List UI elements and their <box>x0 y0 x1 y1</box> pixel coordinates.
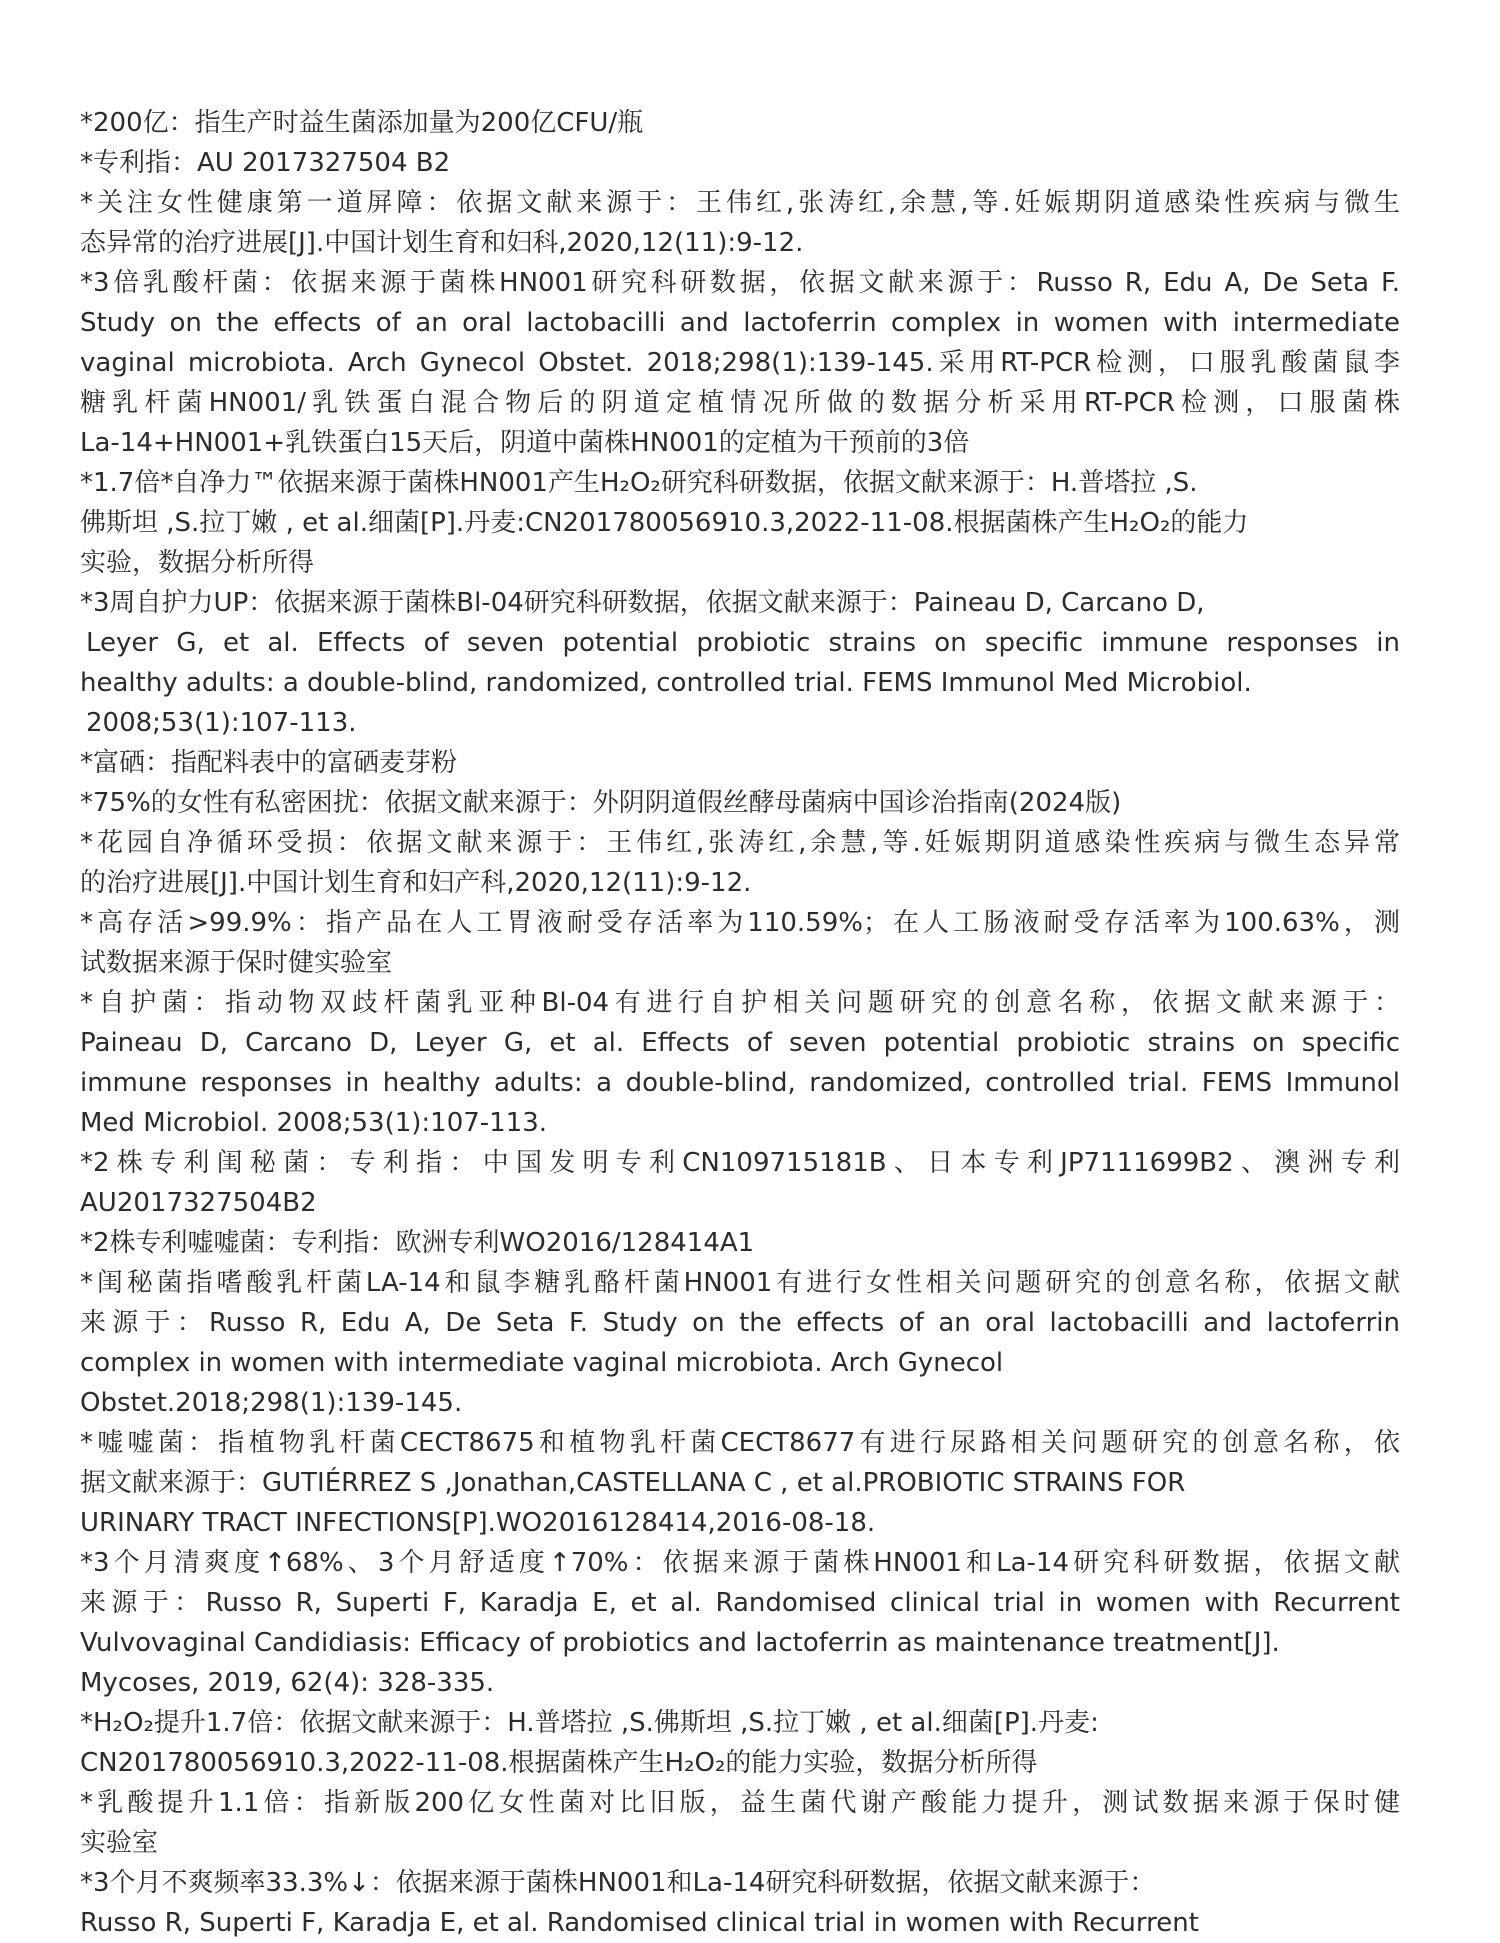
footnote-line: Med Microbiol. 2008;53(1):107-113. <box>80 1108 548 1138</box>
footnotes-document <box>80 103 1400 1943</box>
footnote-line: Leyer G, et al. Effects of seven potential probiotic strains on specific immune responses in <box>86 628 1400 658</box>
footnote-line: *3倍乳酸杆菌：依据来源于菌株HN001研究科研数据，依据文献来源于：Russo R, Edu A, De Seta F. <box>80 268 1400 298</box>
footnote-item <box>80 903 1400 983</box>
footnote-item <box>80 143 1400 183</box>
footnote-line: Russo R, Superti F, Karadja E, et al. Randomised clinical trial in women with Recurrent <box>80 1908 1199 1938</box>
footnote-item <box>80 783 1400 823</box>
footnote-line: *高存活>99.9%：指产品在人工胃液耐受存活率为110.59%；在人工肠液耐受存活率为100.63%，测 <box>80 908 1400 938</box>
footnote-line: CN201780056910.3,2022-11-08.根据菌株产生H₂O₂的能力实验，数据分析所得 <box>80 1748 1038 1778</box>
footnote-line: immune responses in healthy adults: a double-blind, randomized, controlled trial. FEMS Immunol <box>80 1068 1400 1098</box>
footnote-line: *2株专利嘘嘘菌：专利指：欧洲专利WO2016/128414A1 <box>80 1228 755 1258</box>
footnote-line: 来源于：Russo R, Edu A, De Seta F. Study on the effects of an oral lactobacilli and lactoferrin <box>80 1308 1400 1338</box>
footnote-line: 糖乳杆菌HN001/乳铁蛋白混合物后的阴道定植情况所做的数据分析采用RT-PCR检测，口服菌株 <box>80 388 1400 418</box>
footnote-line: 佛斯坦 ,S.拉丁嫩 , et al.细菌[P].丹麦:CN201780056910.3,2022-11-08.根据菌株产生H₂O₂的能力 <box>80 508 1249 538</box>
footnote-line: 据文献来源于：GUTIÉRREZ S ,Jonathan,CASTELLANA C , et al.PROBIOTIC STRAINS FOR <box>80 1468 1186 1498</box>
footnote-line: *3个月清爽度↑68%、3个月舒适度↑70%：依据来源于菌株HN001和La-14研究科研数据，依据文献 <box>80 1548 1400 1578</box>
footnote-line: 来源于：Russo R, Superti F, Karadja E, et al. Randomised clinical trial in women with Recurrent <box>80 1588 1400 1618</box>
footnote-line: *200亿：指生产时益生菌添加量为200亿CFU/瓶 <box>80 108 644 138</box>
footnote-item <box>80 263 1400 463</box>
footnote-item <box>80 1263 1400 1423</box>
footnote-line: 的治疗进展[J].中国计划生育和妇产科,2020,12(11):9-12. <box>80 868 752 898</box>
footnote-line: *花园自净循环受损：依据文献来源于：王伟红,张涛红,余慧,等.妊娠期阴道感染性疾病与微生态异常 <box>80 828 1400 858</box>
footnote-line: *自护菌：指动物双歧杆菌乳亚种Bl-04有进行自护相关问题研究的创意名称，依据文献来源于： <box>80 988 1400 1018</box>
footnote-line: vaginal microbiota. Arch Gynecol Obstet. 2018;298(1):139-145.采用RT-PCR检测，口服乳酸菌鼠李 <box>80 348 1400 378</box>
footnote-item <box>80 1543 1400 1703</box>
footnote-line: *1.7倍*自净力™依据来源于菌株HN001产生H₂O₂研究科研数据，依据文献来源于：H.普塔拉 ,S. <box>80 468 1198 498</box>
footnote-line: Study on the effects of an oral lactobacilli and lactoferrin complex in women with intermediate <box>80 308 1400 338</box>
footnote-item <box>80 1423 1400 1543</box>
footnote-line: *专利指：AU 2017327504 B2 <box>80 148 451 178</box>
footnote-line: 实验，数据分析所得 <box>80 548 315 578</box>
footnote-line: *2株专利闺秘菌：专利指：中国发明专利CN109715181B、日本专利JP7111699B2、澳洲专利 <box>80 1148 1400 1178</box>
footnote-line: La-14+HN001+乳铁蛋白15天后，阴道中菌株HN001的定植为干预前的3倍 <box>80 428 970 458</box>
footnote-item <box>80 743 1400 783</box>
footnote-item <box>80 1143 1400 1223</box>
footnote-line: *3周自护力UP：依据来源于菌株Bl-04研究科研数据，依据文献来源于：Paineau D, Carcano D, <box>80 588 1205 618</box>
footnote-line: *富硒：指配料表中的富硒麦芽粉 <box>80 748 458 778</box>
footnote-line: *关注女性健康第一道屏障：依据文献来源于：王伟红,张涛红,余慧,等.妊娠期阴道感染性疾病与微生 <box>80 188 1400 218</box>
footnote-line: 态异常的治疗进展[J].中国计划生育和妇科,2020,12(11):9-12. <box>80 228 804 258</box>
footnote-line: Vulvovaginal Candidiasis: Efficacy of probiotics and lactoferrin as maintenance treatment[J]. <box>80 1628 1280 1658</box>
footnote-item <box>80 1703 1400 1783</box>
footnote-line: *乳酸提升1.1倍：指新版200亿女性菌对比旧版，益生菌代谢产酸能力提升，测试数据来源于保时健 <box>80 1788 1400 1818</box>
footnote-line: Mycoses, 2019, 62(4): 328-335. <box>80 1668 495 1698</box>
footnote-line: *H₂O₂提升1.7倍：依据文献来源于：H.普塔拉 ,S.佛斯坦 ,S.拉丁嫩 , et al.细菌[P].丹麦: <box>80 1708 1099 1738</box>
footnote-item <box>80 983 1400 1143</box>
footnote-line: Paineau D, Carcano D, Leyer G, et al. Effects of seven potential probiotic strains on specific <box>80 1028 1400 1058</box>
footnote-line: 试数据来源于保时健实验室 <box>80 948 393 978</box>
footnote-line: *3个月不爽频率33.3%↓：依据来源于菌株HN001和La-14研究科研数据，依据文献来源于： <box>80 1868 1156 1898</box>
footnote-item <box>80 1863 1400 1943</box>
footnote-line: URINARY TRACT INFECTIONS[P].WO2016128414,2016-08-18. <box>80 1508 876 1538</box>
footnote-line: Obstet.2018;298(1):139-145. <box>80 1388 463 1418</box>
footnote-line: complex in women with intermediate vaginal microbiota. Arch Gynecol <box>80 1348 1004 1378</box>
footnote-line: healthy adults: a double-blind, randomized, controlled trial. FEMS Immunol Med Microbiol. <box>80 668 1252 698</box>
footnote-line: *75%的女性有私密困扰：依据文献来源于：外阴阴道假丝酵母菌病中国诊治指南(2024版) <box>80 788 1122 818</box>
footnote-line: AU2017327504B2 <box>80 1188 317 1218</box>
footnote-item <box>80 463 1400 583</box>
footnote-item <box>80 1223 1400 1263</box>
footnote-item <box>80 823 1400 903</box>
footnote-item <box>80 1783 1400 1863</box>
footnote-item <box>80 103 1400 143</box>
footnote-item <box>80 583 1400 743</box>
footnote-line: *闺秘菌指嗜酸乳杆菌LA-14和鼠李糖乳酪杆菌HN001有进行女性相关问题研究的创意名称，依据文献 <box>80 1268 1400 1298</box>
footnote-line: 实验室 <box>80 1828 159 1858</box>
footnote-line: 2008;53(1):107-113. <box>86 708 357 738</box>
footnote-item <box>80 183 1400 263</box>
footnote-line: *嘘嘘菌：指植物乳杆菌CECT8675和植物乳杆菌CECT8677有进行尿路相关问题研究的创意名称，依 <box>80 1428 1400 1458</box>
